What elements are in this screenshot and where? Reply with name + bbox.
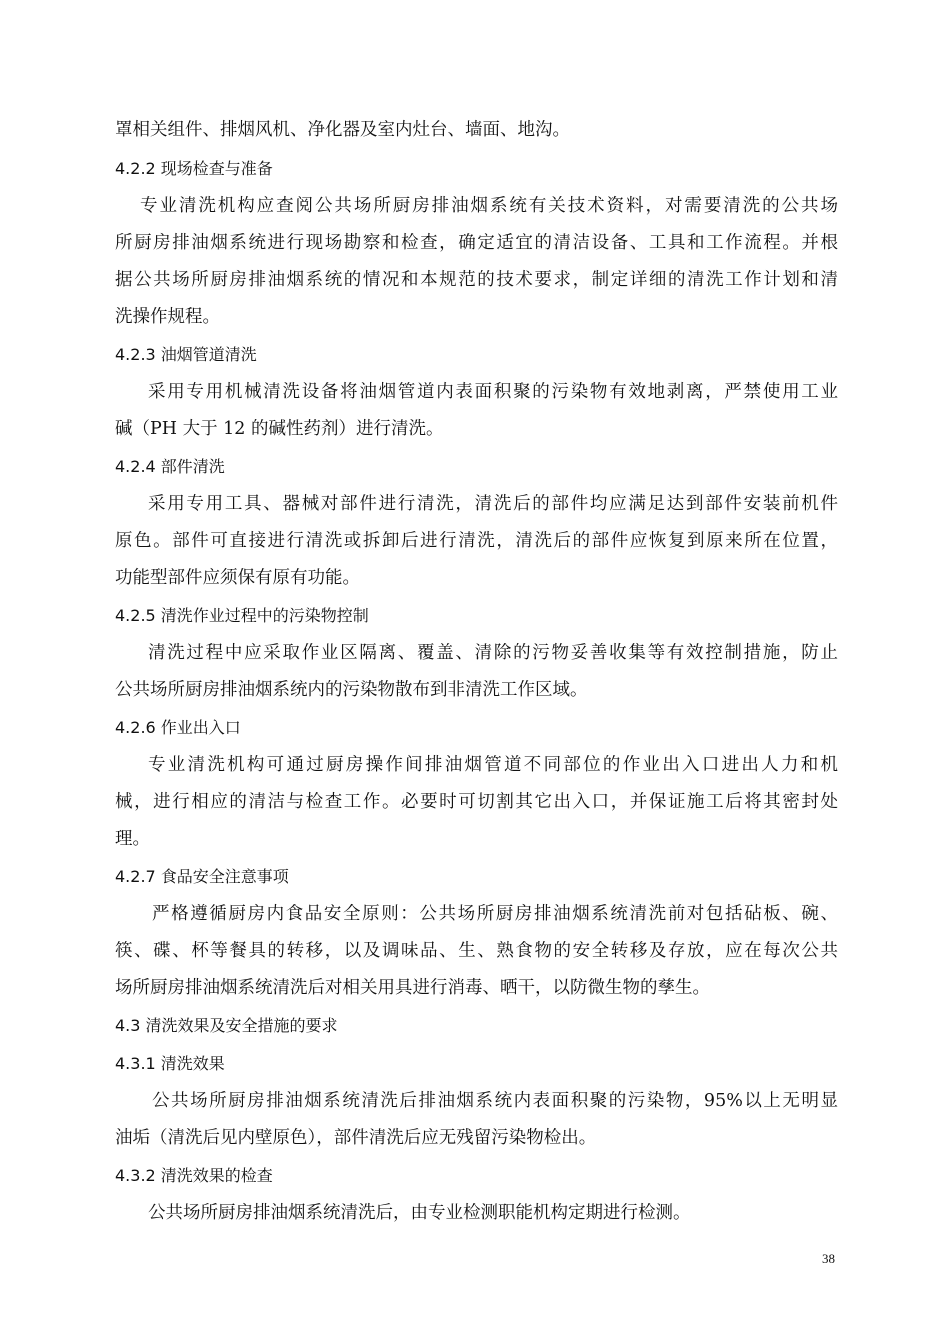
paragraph-line: 原色。部件可直接进行清洗或拆卸后进行清洗，清洗后的部件应恢复到原来所在位置，	[115, 531, 838, 551]
section-heading-4-2-2: 4.2.2 现场检查与准备	[115, 159, 273, 178]
paragraph-line: 据公共场所厨房排油烟系统的情况和本规范的技术要求，制定详细的清洗工作计划和清	[115, 270, 838, 290]
page-number: 38	[822, 1251, 835, 1266]
section-heading-4-2-7: 4.2.7 食品安全注意事项	[115, 867, 289, 886]
paragraph-line: 场所厨房排油烟系统清洗后对相关用具进行消毒、晒干，以防微生物的孳生。	[115, 978, 710, 998]
paragraph-line: 罩相关组件、排烟风机、净化器及室内灶台、墙面、地沟。	[115, 120, 570, 140]
section-heading-4-2-4: 4.2.4 部件清洗	[115, 457, 225, 476]
section-heading-4-3-1: 4.3.1 清洗效果	[115, 1054, 225, 1073]
paragraph-line: 筷、碟、杯等餐具的转移，以及调味品、生、熟食物的安全转移及存放，应在每次公共	[115, 941, 838, 961]
section-heading-4-3: 4.3 清洗效果及安全措施的要求	[115, 1016, 338, 1035]
paragraph-line: 专业清洗机构应查阅公共场所厨房排油烟系统有关技术资料，对需要清洗的公共场	[140, 196, 838, 216]
paragraph-line: 洗操作规程。	[115, 307, 220, 327]
section-heading-4-2-5: 4.2.5 清洗作业过程中的污染物控制	[115, 606, 369, 625]
paragraph-line: 功能型部件应须保有原有功能。	[115, 568, 360, 588]
paragraph-line: 专业清洗机构可通过厨房操作间排油烟管道不同部位的作业出入口进出人力和机	[148, 755, 838, 775]
paragraph-line: 公共场所厨房排油烟系统清洗后排油烟系统内表面积聚的污染物，95%以上无明显	[152, 1091, 838, 1111]
paragraph-line: 公共场所厨房排油烟系统内的污染物散布到非清洗工作区域。	[115, 680, 588, 700]
paragraph-line: 械，进行相应的清洁与检查工作。必要时可切割其它出入口，并保证施工后将其密封处	[115, 792, 838, 812]
paragraph-line: 采用专用机械清洗设备将油烟管道内表面积聚的污染物有效地剥离，严禁使用工业	[148, 382, 838, 402]
paragraph-line: 采用专用工具、器械对部件进行清洗，清洗后的部件均应满足达到部件安装前机件	[148, 494, 838, 514]
section-heading-4-2-6: 4.2.6 作业出入口	[115, 718, 241, 737]
paragraph-line: 碱（PH 大于 12 的碱性药剂）进行清洗。	[115, 419, 444, 439]
paragraph-line: 公共场所厨房排油烟系统清洗后，由专业检测职能机构定期进行检测。	[148, 1203, 691, 1223]
section-heading-4-3-2: 4.3.2 清洗效果的检查	[115, 1166, 273, 1185]
paragraph-line: 所厨房排油烟系统进行现场勘察和检查，确定适宜的清洁设备、工具和工作流程。并根	[115, 233, 838, 253]
paragraph-line: 理。	[115, 829, 150, 849]
paragraph-line: 清洗过程中应采取作业区隔离、覆盖、清除的污物妥善收集等有效控制措施，防止	[148, 643, 838, 663]
section-heading-4-2-3: 4.2.3 油烟管道清洗	[115, 345, 257, 364]
paragraph-line: 严格遵循厨房内食品安全原则：公共场所厨房排油烟系统清洗前对包括砧板、碗、	[152, 904, 838, 924]
paragraph-line: 油垢（清洗后见内壁原色），部件清洗后应无残留污染物检出。	[115, 1128, 597, 1148]
